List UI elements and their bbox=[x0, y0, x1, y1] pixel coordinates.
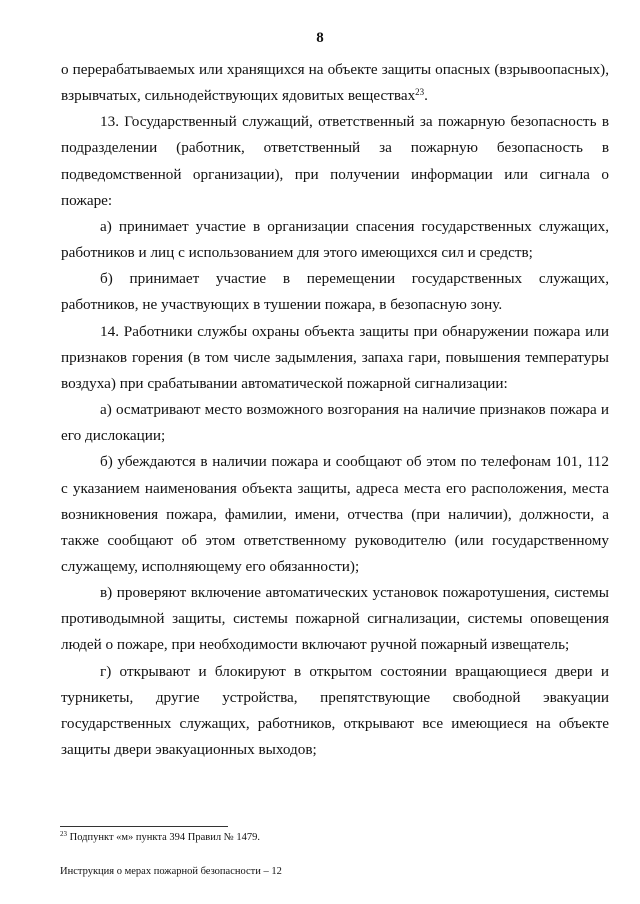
paragraph-item-14: 14. Работники службы охраны объекта защиты при обнаружении пожара или признаков горения (в том числе задымления, запаха гари, повышения температуры воздуха) при срабатывании автоматической пожарной сигнализации: bbox=[61, 322, 609, 392]
footnote bbox=[60, 832, 260, 843]
paragraph-item-13: 13. Государственный служащий, ответственный за пожарную безопасность в подразделении (работник, ответственный за пожарную безопасность в подведомственной организации), при получении информации или сигнала о пожаре: bbox=[61, 113, 609, 209]
footnote-divider bbox=[60, 826, 228, 827]
paragraph-item-13a: а) принимает участие в организации спасения государственных служащих, работников и лиц с использованием для этого имеющихся сил и средств; bbox=[61, 217, 609, 262]
footnote-reference: 23 bbox=[415, 87, 425, 98]
paragraph-item-14b: б) убеждаются в наличии пожара и сообщают об этом по телефонам 101, 112 с указанием наименования объекта защиты, адреса места его расположения, места возникновения пожара, фамилии, имени, отчества (при наличии), должности, а также сообщают об этом ответственному руководителю (или государственному служащему, исполняющему его обязанности); bbox=[61, 453, 609, 575]
paragraph-item-14g: г) открывают и блокируют в открытом состоянии вращающиеся двери и турникеты, другие устройства, препятствующие свободной эвакуации государственных служащих, работников, открывают все имеющиеся на объекте защиты двери эвакуационных выходов; bbox=[61, 662, 609, 759]
footnote-text: Подпункт «м» пункта 394 Правил № 1479. bbox=[67, 832, 260, 843]
page-footer: Инструкция о мерах пожарной безопасности – 12 bbox=[60, 866, 282, 877]
document-body bbox=[61, 57, 609, 763]
paragraph-punctuation: . bbox=[424, 87, 428, 105]
footnote-marker: 23 bbox=[60, 830, 67, 838]
paragraph-item-13b: б) принимает участие в перемещении государственных служащих, работников, не участвующих в тушении пожара, в безопасную зону. bbox=[61, 270, 609, 314]
paragraph-item-14v: в) проверяют включение автоматических установок пожаротушения, системы противодымной защиты, системы пожарной сигнализации, системы оповещения людей о пожаре, при необходимости включают ручной пожарный извещатель; bbox=[61, 584, 609, 654]
paragraph-continuation bbox=[61, 57, 609, 109]
paragraph-item-14a: а) осматривают место возможного возгорания на наличие признаков пожара и его дислокации; bbox=[61, 401, 609, 445]
page-number: 8 bbox=[316, 30, 324, 46]
paragraph-text: о перерабатываемых или хранящихся на объекте защиты опасных (взрывоопасных), взрывчатых, сильнодействующих ядовитых веществах bbox=[61, 61, 609, 105]
